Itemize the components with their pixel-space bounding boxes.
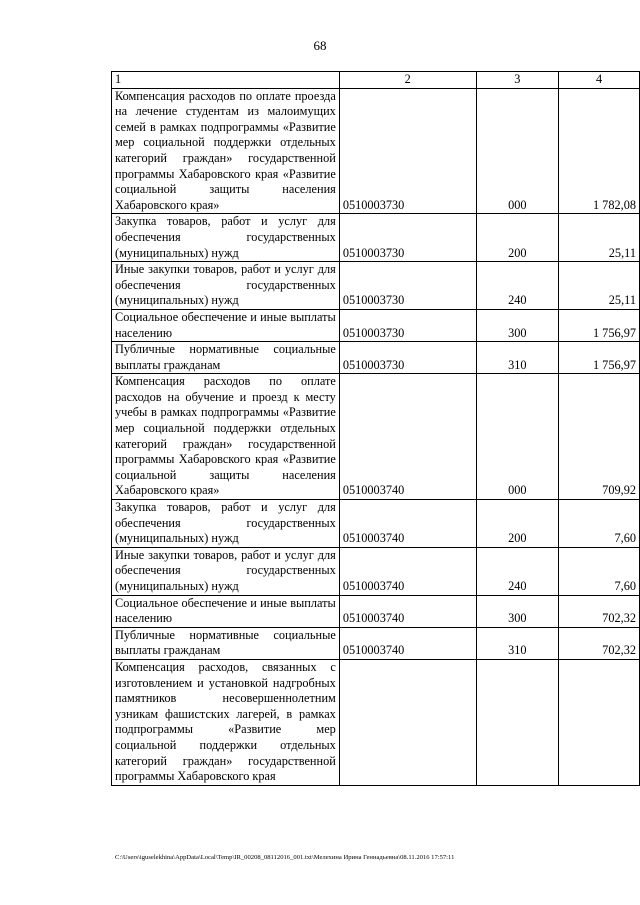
row-amount: 25,11 bbox=[559, 262, 640, 310]
row-name: Компенсация расходов, связанных с изготовлением и установкой надгробных памятников несовершеннолетним узникам фашистских лагерей, в рамках подпрограммы «Развитие мер социальной поддержки отдельных категорий граждан» государственной программы Хабаровского края bbox=[112, 659, 340, 785]
row-name: Иные закупки товаров, работ и услуг для обеспечения государственных (муниципальных) нужд bbox=[112, 262, 340, 310]
row-amount: 702,32 bbox=[559, 595, 640, 627]
header-col-3: 3 bbox=[476, 72, 559, 89]
row-code bbox=[339, 659, 476, 785]
row-type: 310 bbox=[476, 627, 559, 659]
row-name: Компенсация расходов по оплате проезда на лечение студентам из малоимущих семей в рамках подпрограммы «Развитие мер социальной поддержки отдельных категорий граждан» государственной программы Хабаровского края «Развитие социальной защиты населения Хабаровского края» bbox=[112, 88, 340, 214]
table-row bbox=[112, 659, 640, 785]
footer-file-path: C:\Users\iguselekhina\AppData\Local\Temp\IR_00208_08112016_001.txt\Мелехина Ирина Геннадьевна\08.11.2016 17:57:11 bbox=[115, 854, 455, 861]
row-code: 0510003740 bbox=[339, 547, 476, 595]
row-amount: 702,32 bbox=[559, 627, 640, 659]
row-code: 0510003740 bbox=[339, 500, 476, 548]
table-row bbox=[112, 214, 640, 262]
row-amount: 25,11 bbox=[559, 214, 640, 262]
row-type: 300 bbox=[476, 309, 559, 341]
row-type: 200 bbox=[476, 214, 559, 262]
row-type: 000 bbox=[476, 88, 559, 214]
row-amount: 1 782,08 bbox=[559, 88, 640, 214]
header-col-4: 4 bbox=[559, 72, 640, 89]
row-name: Социальное обеспечение и иные выплаты населению bbox=[112, 595, 340, 627]
row-type: 240 bbox=[476, 262, 559, 310]
row-name: Иные закупки товаров, работ и услуг для обеспечения государственных (муниципальных) нужд bbox=[112, 547, 340, 595]
row-name: Социальное обеспечение и иные выплаты населению bbox=[112, 309, 340, 341]
header-col-2: 2 bbox=[339, 72, 476, 89]
table-row bbox=[112, 500, 640, 548]
row-type: 200 bbox=[476, 500, 559, 548]
row-type bbox=[476, 659, 559, 785]
row-name: Публичные нормативные социальные выплаты гражданам bbox=[112, 627, 340, 659]
row-code: 0510003730 bbox=[339, 88, 476, 214]
table-row bbox=[112, 374, 640, 500]
row-code: 0510003730 bbox=[339, 214, 476, 262]
row-name: Компенсация расходов по оплате расходов на обучение и проезд к месту учебы в рамках подпрограммы «Развитие мер социальной поддержки отдельных категорий граждан» государственной программы Хабаровского края «Развитие социальной защиты населения Хабаровского края» bbox=[112, 374, 340, 500]
table-row bbox=[112, 262, 640, 310]
table-row bbox=[112, 88, 640, 214]
row-type: 300 bbox=[476, 595, 559, 627]
table-header-row bbox=[112, 72, 640, 89]
row-amount bbox=[559, 659, 640, 785]
header-col-1: 1 bbox=[112, 72, 340, 89]
row-code: 0510003740 bbox=[339, 595, 476, 627]
row-name: Закупка товаров, работ и услуг для обеспечения государственных (муниципальных) нужд bbox=[112, 214, 340, 262]
row-amount: 7,60 bbox=[559, 547, 640, 595]
row-code: 0510003730 bbox=[339, 342, 476, 374]
row-type: 000 bbox=[476, 374, 559, 500]
row-name: Публичные нормативные социальные выплаты гражданам bbox=[112, 342, 340, 374]
row-type: 240 bbox=[476, 547, 559, 595]
row-name: Закупка товаров, работ и услуг для обеспечения государственных (муниципальных) нужд bbox=[112, 500, 340, 548]
row-amount: 1 756,97 bbox=[559, 309, 640, 341]
row-code: 0510003730 bbox=[339, 262, 476, 310]
table-row bbox=[112, 309, 640, 341]
page-number: 68 bbox=[313, 38, 327, 53]
table-row bbox=[112, 547, 640, 595]
row-type: 310 bbox=[476, 342, 559, 374]
row-code: 0510003740 bbox=[339, 374, 476, 500]
table-row bbox=[112, 595, 640, 627]
budget-table bbox=[111, 71, 640, 786]
row-amount: 7,60 bbox=[559, 500, 640, 548]
table-row bbox=[112, 627, 640, 659]
row-code: 0510003740 bbox=[339, 627, 476, 659]
table-row bbox=[112, 342, 640, 374]
row-code: 0510003730 bbox=[339, 309, 476, 341]
row-amount: 1 756,97 bbox=[559, 342, 640, 374]
row-amount: 709,92 bbox=[559, 374, 640, 500]
